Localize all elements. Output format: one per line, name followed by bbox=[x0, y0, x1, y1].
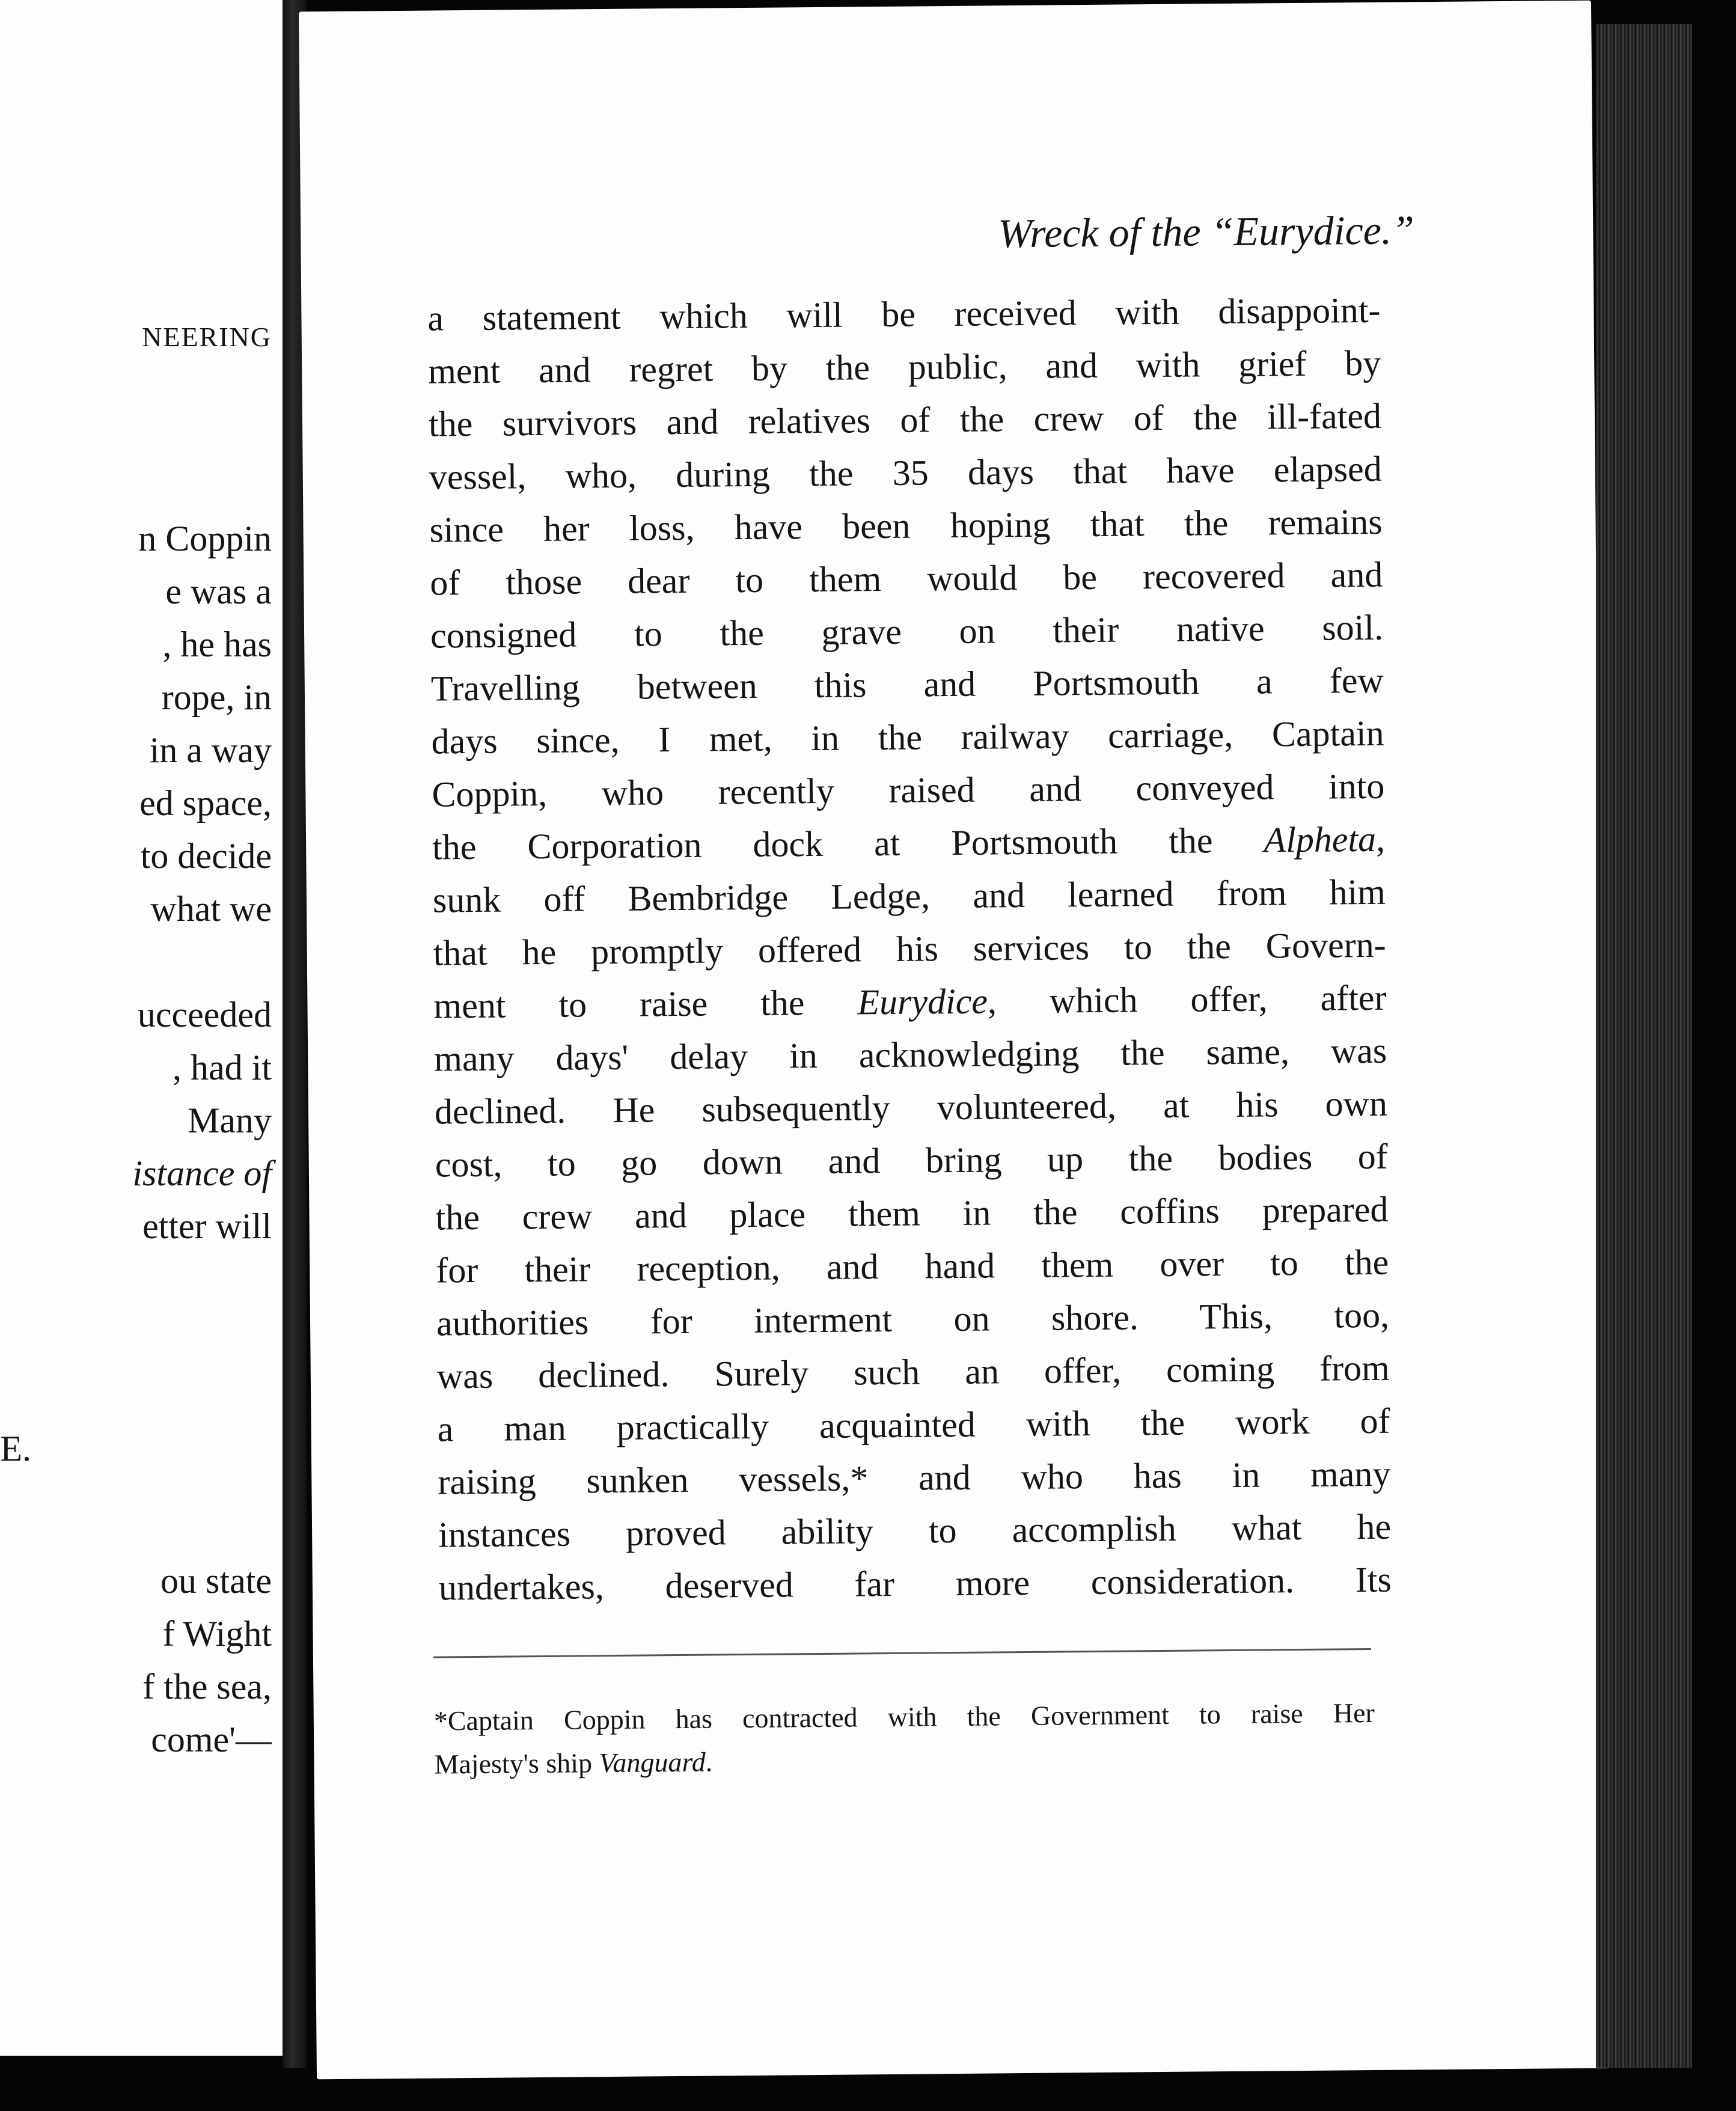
text-line: vessel, who, during the 35 days that have elapsed bbox=[429, 448, 1383, 497]
text-line: cost, to go down and bring up the bodies of bbox=[435, 1136, 1389, 1185]
text-line: many days' delay in acknowledging the same, was bbox=[433, 1030, 1387, 1079]
right-page bbox=[299, 1, 1609, 2080]
text-line: a statement which will be received with disappoint- bbox=[427, 290, 1381, 338]
ship-name-vanguard: Vanguard bbox=[599, 1746, 706, 1779]
text-line: authorities for interment on shore. This, too, bbox=[436, 1295, 1390, 1343]
left-line-fragment: ucceeded bbox=[137, 995, 272, 1034]
text-line: was declined. Surely such an offer, coming from bbox=[436, 1348, 1390, 1396]
text-line bbox=[432, 813, 1386, 874]
background bbox=[1692, 24, 1736, 2068]
left-line-fragment: in a way bbox=[149, 730, 272, 770]
text-line: for their reception, and hand them over to the bbox=[436, 1242, 1389, 1291]
left-line-fragment: ed space, bbox=[139, 783, 272, 823]
text-segment: , which offer, after bbox=[987, 977, 1387, 1021]
text-line: ment and regret by the public, and with grief by bbox=[427, 343, 1381, 391]
footnote-text: . bbox=[705, 1746, 713, 1777]
left-line-fragment: , had it bbox=[173, 1048, 272, 1087]
text-line: raising sunken vessels,* and who has in many bbox=[438, 1453, 1391, 1502]
left-page bbox=[0, 0, 283, 2056]
body-text bbox=[427, 284, 1392, 1615]
text-line bbox=[433, 971, 1387, 1033]
book-page-edges bbox=[1596, 24, 1692, 2068]
footnote-text: Majesty's ship bbox=[434, 1747, 593, 1780]
text-line: sunk off Bembridge Ledge, and learned from him bbox=[432, 872, 1386, 920]
left-line-fragment: e was a bbox=[165, 572, 272, 611]
footnote-line: *Captain Coppin has contracted with the Government to raise Her bbox=[433, 1697, 1375, 1737]
left-line-fragment: Many bbox=[188, 1101, 272, 1140]
left-line-fragment: n Coppin bbox=[138, 519, 272, 558]
footnote-rule bbox=[433, 1648, 1371, 1658]
text-line: declined. He subsequently volunteered, at his own bbox=[434, 1083, 1388, 1132]
running-head: Wreck of the “Eurydice.” bbox=[997, 207, 1415, 257]
left-page-text-fragments bbox=[0, 0, 272, 2056]
text-line: since her loss, have been hoping that the remains bbox=[429, 501, 1383, 550]
text-line: days since, I met, in the railway carriage, Captain bbox=[431, 713, 1384, 762]
footnote bbox=[434, 1691, 1375, 1786]
text-line: the crew and place them in the coffins prepared bbox=[435, 1189, 1389, 1238]
text-line: instances proved ability to accomplish what he bbox=[438, 1506, 1392, 1555]
left-line-fragment: E. bbox=[0, 1429, 31, 1468]
ship-name-eurydice: Eurydice bbox=[857, 981, 988, 1022]
footnote-line bbox=[434, 1735, 1375, 1786]
text-line: undertakes, deserved far more consideration. Its bbox=[438, 1559, 1392, 1608]
left-line-fragment: , he has bbox=[162, 625, 272, 664]
text-line: of those dear to them would be recovered and bbox=[430, 554, 1383, 603]
left-line-fragment: to decide bbox=[140, 836, 272, 876]
text-line: a man practically acquainted with the work of bbox=[437, 1401, 1390, 1449]
left-running-head-fragment: NEERING bbox=[142, 322, 272, 352]
left-line-fragment: f Wight bbox=[162, 1614, 272, 1654]
left-line-fragment: f the sea, bbox=[142, 1667, 272, 1706]
left-line-fragment: istance of bbox=[132, 1153, 272, 1193]
text-line: Coppin, who recently raised and conveyed into bbox=[432, 766, 1385, 814]
left-line-fragment: etter will bbox=[142, 1206, 272, 1246]
left-line-fragment: come'— bbox=[151, 1720, 272, 1759]
text-segment: the Corporation dock at Portsmouth the bbox=[432, 820, 1213, 867]
text-line: that he promptly offered his services to the Govern- bbox=[433, 924, 1386, 973]
left-line-fragment: rope, in bbox=[161, 677, 272, 717]
left-line-fragment: ou state bbox=[160, 1561, 272, 1601]
ship-name-alpheta: Alpheta bbox=[1264, 819, 1377, 860]
text-segment: ment to raise the bbox=[433, 983, 805, 1026]
left-line-fragment: what we bbox=[150, 889, 272, 929]
text-line: consigned to the grave on their native soil. bbox=[430, 607, 1384, 656]
text-segment: , bbox=[1375, 819, 1386, 859]
text-line: the survivors and relatives of the crew of the ill-fated bbox=[428, 396, 1382, 444]
text-line: Travelling between this and Portsmouth a few bbox=[430, 660, 1384, 709]
